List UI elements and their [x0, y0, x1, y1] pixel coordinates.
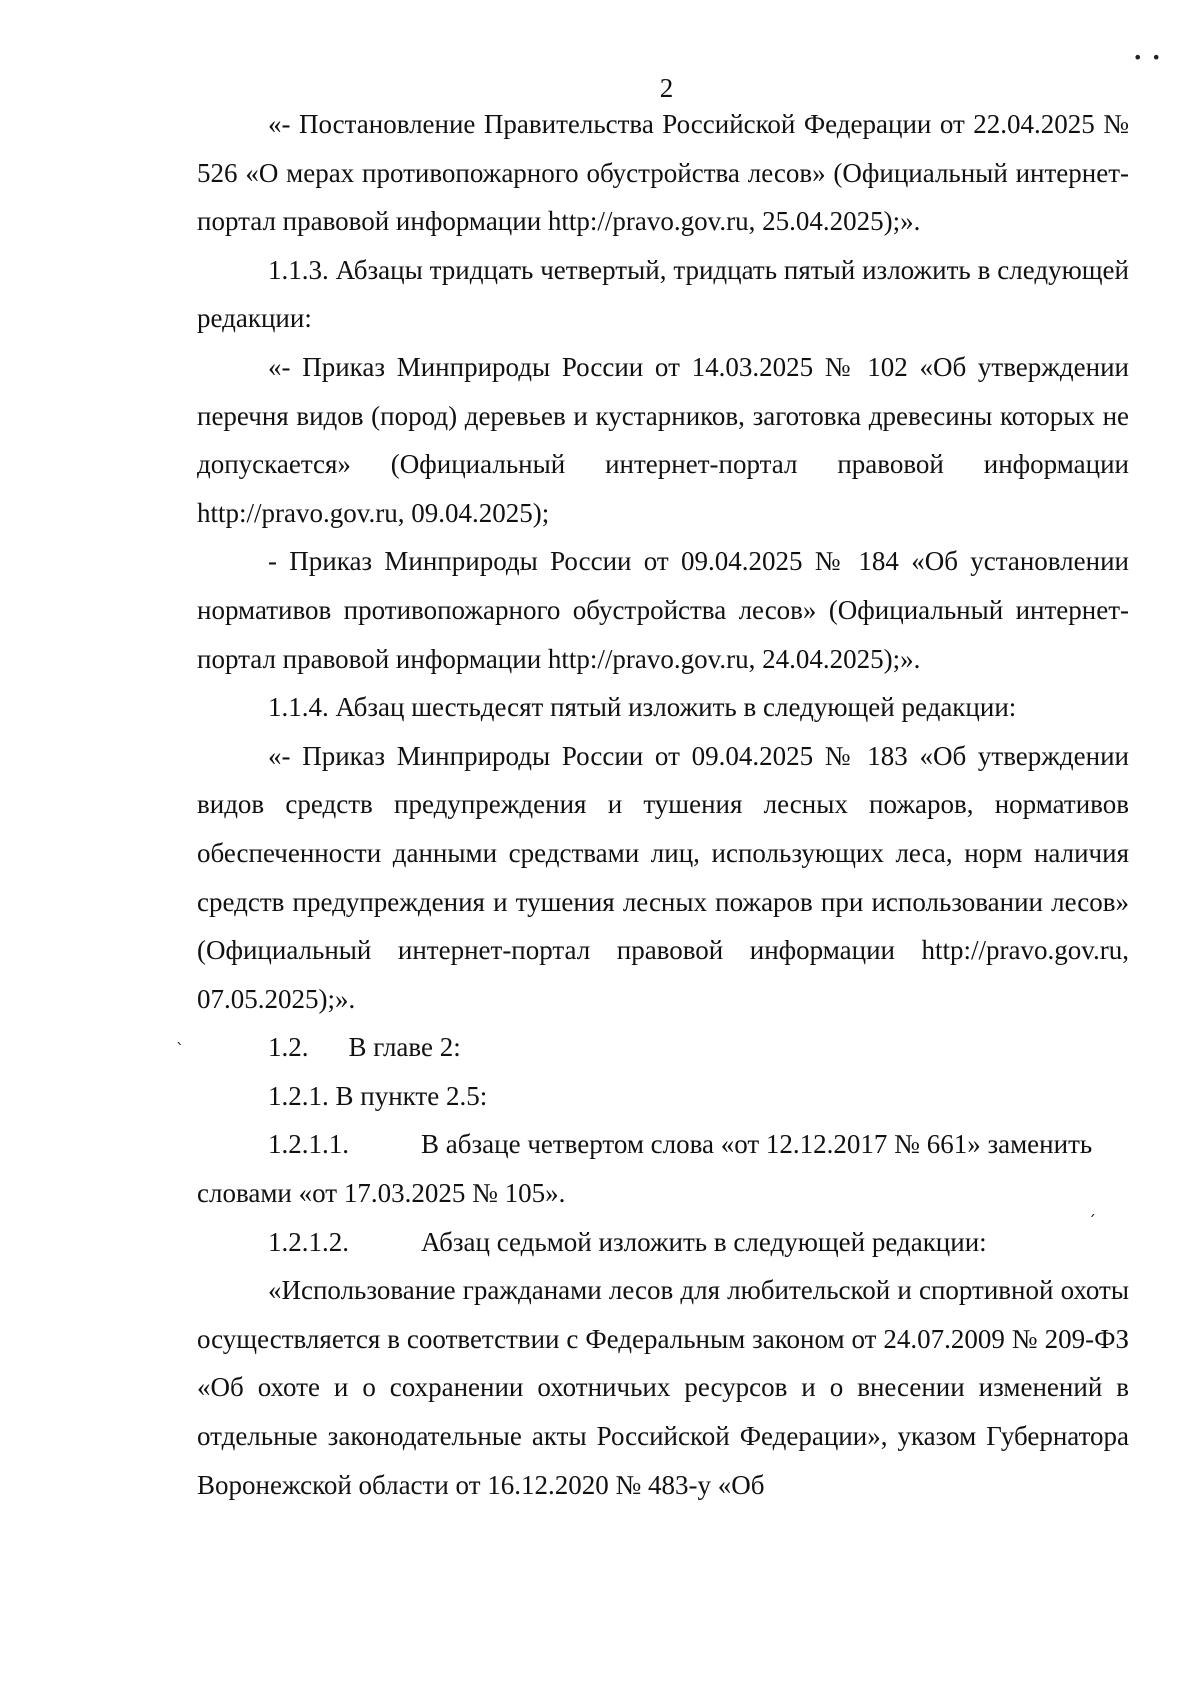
- paragraph-1-2: [197, 1023, 1129, 1072]
- paragraph-quoted-hunting: «Использование гражданами лесов для любительской и спортивной охоты осуществляется в соответствии с Федеральным законом от 24.07.2009 № 209-ФЗ «Об охоте и о сохранении охотничьих ресурсов и о внесении изменений в отдельные законодательные акты Российской Федерации», указом Губернатора Воронежской области от 16.12.2020 № 483-у «Об: [197, 1275, 1129, 1500]
- item-number-1-2-1-2: 1.2.1.2.: [268, 1226, 349, 1257]
- paragraph-quoted-decree-526: «- Постановление Правительства Российской Федерации от 22.04.2025 № 526 «О мерах противопожарного обустройства лесов» (Официальный интернет-портал правовой информации http://pravo.gov.ru, 25.04.2025);».: [197, 109, 1129, 237]
- scan-mark-right: ´: [1088, 1212, 1096, 1231]
- item-number-1-2-1-1: 1.2.1.1.: [268, 1129, 349, 1160]
- paragraph-1-2-1: 1.2.1. В пункте 2.5:: [268, 1080, 488, 1111]
- item-text-1-2-1-1: В абзаце четвертом слова «от 12.12.2017 № 661» заменить: [421, 1129, 1093, 1160]
- paragraph-1-2-1-1-continuation: словами «от 17.03.2025 № 105».: [197, 1178, 566, 1209]
- scan-mark-corner: • •: [1133, 48, 1163, 67]
- item-text-1-2: В главе 2:: [348, 1032, 461, 1063]
- paragraph-quoted-order-183: «- Приказ Минприроды России от 09.04.2025 № 183 «Об утверждении видов средств предупреждения и тушения лесных пожаров, нормативов обеспеченности данными средствами лиц, использующих леса, норм наличия средств предупреждения и тушения лесных пожаров при использовании лесов» (Официальный интернет-портал правовой информации http://pravo.gov.ru, 07.05.2025);».: [197, 740, 1129, 1014]
- paragraph-1-2-1-1: [197, 1120, 1129, 1169]
- paragraph-1-1-3: 1.1.3. Абзацы тридцать четвертый, тридцать пятый изложить в следующей редакции:: [197, 254, 1129, 334]
- item-text-1-2-1-2: Абзац седьмой изложить в следующей редакции:: [421, 1226, 987, 1257]
- paragraph-1-2-1-2: [197, 1218, 1129, 1267]
- paragraph-order-184: - Приказ Минприроды России от 09.04.2025 № 184 «Об установлении нормативов противопожарного обустройства лесов» (Официальный интернет-портал правовой информации http://pravo.gov.ru, 24.04.2025);».: [197, 546, 1129, 674]
- item-number-1-2: 1.2.: [268, 1032, 309, 1063]
- scan-mark-left: `: [176, 1040, 184, 1059]
- paragraph-quoted-order-102: «- Приказ Минприроды России от 14.03.2025 № 102 «Об утверждении перечня видов (пород) деревьев и кустарников, заготовка древесины которых не допускается» (Официальный интернет-портал правовой информации http://pravo.gov.ru, 09.04.2025);: [197, 351, 1129, 528]
- document-body: [197, 100, 1129, 1509]
- paragraph-1-1-4: 1.1.4. Абзац шестьдесят пятый изложить в следующей редакции:: [268, 692, 1017, 723]
- page-number: 2: [659, 73, 674, 103]
